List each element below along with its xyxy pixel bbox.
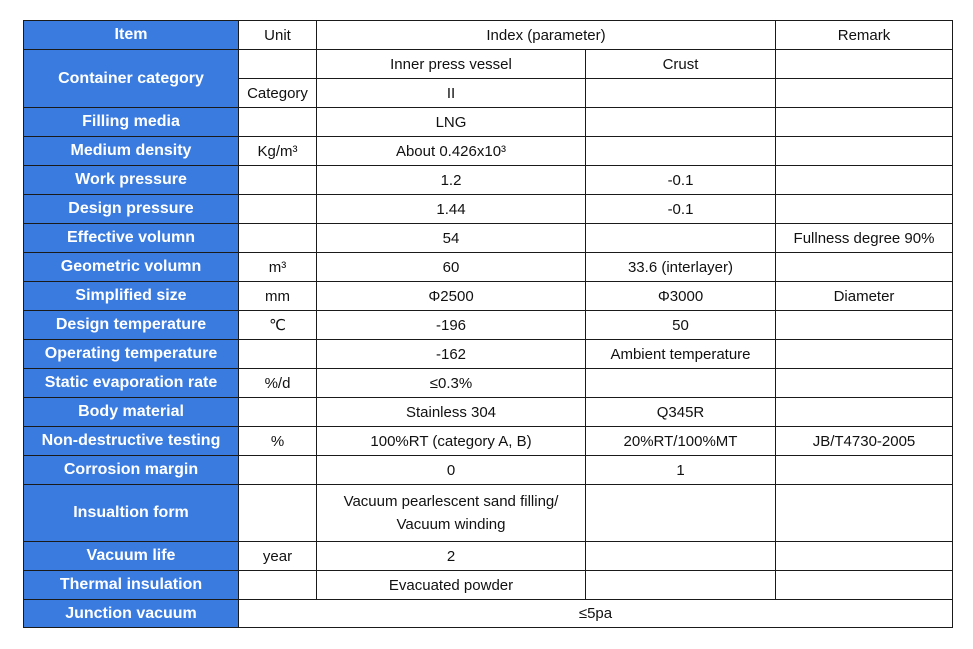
table-row — [24, 311, 953, 340]
row-label: Operating temperature — [24, 340, 239, 369]
table-row — [24, 600, 953, 628]
crust-cell — [586, 571, 776, 600]
table-row — [24, 340, 953, 369]
crust-cell — [586, 79, 776, 108]
crust-cell: 1 — [586, 456, 776, 485]
row-label: Simplified size — [24, 282, 239, 311]
unit-cell — [239, 398, 317, 427]
crust-cell: 33.6 (interlayer) — [586, 253, 776, 282]
remark-cell — [776, 108, 953, 137]
unit-cell — [239, 340, 317, 369]
table-row — [24, 195, 953, 224]
row-label: Static evaporation rate — [24, 369, 239, 398]
remark-cell: JB/T4730-2005 — [776, 427, 953, 456]
subheader-crust: Crust — [586, 50, 776, 79]
row-label: Corrosion margin — [24, 456, 239, 485]
unit-cell: % — [239, 427, 317, 456]
header-index: Index (parameter) — [317, 21, 776, 50]
table-row — [24, 571, 953, 600]
inner-cell: 60 — [317, 253, 586, 282]
value-cell: ≤5pa — [239, 600, 953, 628]
table-row — [24, 282, 953, 311]
unit-cell: m³ — [239, 253, 317, 282]
unit-cell — [239, 50, 317, 79]
row-label: Effective volumn — [24, 224, 239, 253]
table-row — [24, 485, 953, 542]
row-label: Thermal insulation — [24, 571, 239, 600]
crust-cell: Φ3000 — [586, 282, 776, 311]
remark-cell — [776, 340, 953, 369]
crust-cell — [586, 108, 776, 137]
row-label: Medium density — [24, 137, 239, 166]
inner-cell: -196 — [317, 311, 586, 340]
row-label: Insualtion form — [24, 485, 239, 542]
unit-cell — [239, 456, 317, 485]
table-row — [24, 427, 953, 456]
remark-cell — [776, 50, 953, 79]
row-label: Body material — [24, 398, 239, 427]
inner-cell: Stainless 304 — [317, 398, 586, 427]
row-label: Non-destructive testing — [24, 427, 239, 456]
inner-line: Vacuum pearlescent sand filling/ — [343, 493, 559, 510]
table-row — [24, 137, 953, 166]
row-label: Filling media — [24, 108, 239, 137]
row-label: Work pressure — [24, 166, 239, 195]
table-row — [24, 224, 953, 253]
unit-cell — [239, 224, 317, 253]
crust-cell: Q345R — [586, 398, 776, 427]
crust-cell — [586, 369, 776, 398]
unit-cell: year — [239, 542, 317, 571]
inner-cell: 100%RT (category A, B) — [317, 427, 586, 456]
unit-cell — [239, 485, 317, 542]
row-label: Container category — [24, 50, 239, 108]
row-label: Geometric volumn — [24, 253, 239, 282]
header-row — [24, 21, 953, 50]
remark-cell — [776, 166, 953, 195]
crust-cell — [586, 542, 776, 571]
inner-cell: Evacuated powder — [317, 571, 586, 600]
inner-line: Vacuum winding — [396, 516, 506, 533]
unit-cell: %/d — [239, 369, 317, 398]
unit-cell — [239, 108, 317, 137]
inner-cell: 1.2 — [317, 166, 586, 195]
table-row — [24, 253, 953, 282]
table-row — [24, 108, 953, 137]
remark-cell: Fullness degree 90% — [776, 224, 953, 253]
remark-cell — [776, 369, 953, 398]
table-row — [24, 398, 953, 427]
row-label: Vacuum life — [24, 542, 239, 571]
crust-cell — [586, 224, 776, 253]
remark-cell — [776, 485, 953, 542]
row-label: Design temperature — [24, 311, 239, 340]
table-row — [24, 542, 953, 571]
crust-cell — [586, 485, 776, 542]
header-remark: Remark — [776, 21, 953, 50]
crust-cell: 50 — [586, 311, 776, 340]
crust-cell — [586, 137, 776, 166]
table-row — [24, 369, 953, 398]
subheader-inner: Inner press vessel — [317, 50, 586, 79]
unit-cell — [239, 571, 317, 600]
row-label: Junction vacuum — [24, 600, 239, 628]
remark-cell — [776, 456, 953, 485]
remark-cell — [776, 542, 953, 571]
unit-cell — [239, 195, 317, 224]
inner-cell: 54 — [317, 224, 586, 253]
unit-cell: mm — [239, 282, 317, 311]
row-label: Design pressure — [24, 195, 239, 224]
unit-cell: Category — [239, 79, 317, 108]
inner-cell: About 0.426x10³ — [317, 137, 586, 166]
inner-cell: II — [317, 79, 586, 108]
inner-cell: 0 — [317, 456, 586, 485]
crust-cell: 20%RT/100%MT — [586, 427, 776, 456]
inner-cell: ≤0.3% — [317, 369, 586, 398]
inner-cell: LNG — [317, 108, 586, 137]
remark-cell — [776, 79, 953, 108]
inner-cell: 2 — [317, 542, 586, 571]
table-row — [24, 456, 953, 485]
header-item: Item — [24, 21, 239, 50]
remark-cell — [776, 571, 953, 600]
crust-cell: Ambient temperature — [586, 340, 776, 369]
remark-cell — [776, 253, 953, 282]
inner-cell: -162 — [317, 340, 586, 369]
table-row — [24, 50, 953, 79]
crust-cell: -0.1 — [586, 166, 776, 195]
remark-cell — [776, 137, 953, 166]
unit-cell: Kg/m³ — [239, 137, 317, 166]
remark-cell — [776, 311, 953, 340]
inner-cell — [317, 485, 586, 542]
inner-cell: Φ2500 — [317, 282, 586, 311]
unit-cell — [239, 166, 317, 195]
remark-cell — [776, 195, 953, 224]
remark-cell — [776, 398, 953, 427]
table-row — [24, 166, 953, 195]
header-unit: Unit — [239, 21, 317, 50]
specification-table — [23, 20, 953, 628]
unit-cell: ℃ — [239, 311, 317, 340]
inner-cell: 1.44 — [317, 195, 586, 224]
crust-cell: -0.1 — [586, 195, 776, 224]
remark-cell: Diameter — [776, 282, 953, 311]
